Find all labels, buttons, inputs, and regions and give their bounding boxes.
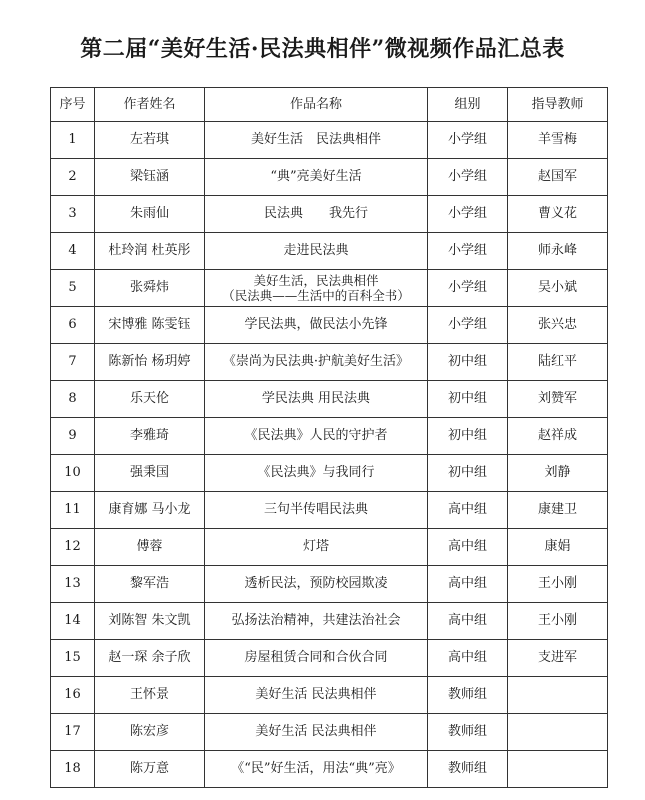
author-name: 赵一琛 余子欣 <box>95 640 205 677</box>
group-name: 教师组 <box>428 677 508 714</box>
group-name: 小学组 <box>428 122 508 159</box>
work-title-line-2: （民法典——生活中的百科全书） <box>222 288 410 303</box>
table-row <box>51 677 608 714</box>
advisor-name: 刘赞军 <box>508 381 608 418</box>
document-title: 第二届“美好生活·民法典相伴”微视频作品汇总表 <box>80 36 565 62</box>
row-number: 13 <box>51 566 95 603</box>
row-number: 5 <box>51 270 95 307</box>
table-row <box>51 122 608 159</box>
author-name: 李雅琦 <box>95 418 205 455</box>
table-header-row <box>51 88 608 122</box>
work-title: 《“民”好生活，用法“典”亮》 <box>205 751 428 788</box>
author-name: 陈万意 <box>95 751 205 788</box>
author-name: 陈新怡 杨玥婷 <box>95 344 205 381</box>
row-number: 12 <box>51 529 95 566</box>
works-summary-table <box>50 87 608 788</box>
author-name: 梁钰涵 <box>95 159 205 196</box>
work-title-line-1: 美好生活，民法典相伴 <box>253 273 379 288</box>
work-title: 《民法典》人民的守护者 <box>205 418 428 455</box>
group-name: 高中组 <box>428 492 508 529</box>
group-name: 初中组 <box>428 381 508 418</box>
row-number: 14 <box>51 603 95 640</box>
row-number: 17 <box>51 714 95 751</box>
table-row <box>51 344 608 381</box>
table-row <box>51 196 608 233</box>
author-name: 杜玲润 杜英彤 <box>95 233 205 270</box>
work-title: “典”亮美好生活 <box>205 159 428 196</box>
header-number: 序号 <box>51 88 95 122</box>
group-name: 高中组 <box>428 566 508 603</box>
table-row <box>51 603 608 640</box>
table-row <box>51 381 608 418</box>
author-name: 傅蓉 <box>95 529 205 566</box>
work-title: 学民法典，做民法小先锋 <box>205 307 428 344</box>
header-work-title: 作品名称 <box>205 88 428 122</box>
group-name: 小学组 <box>428 159 508 196</box>
row-number: 9 <box>51 418 95 455</box>
work-title: 透析民法，预防校园欺凌 <box>205 566 428 603</box>
work-title: 弘扬法治精神，共建法治社会 <box>205 603 428 640</box>
table-row <box>51 307 608 344</box>
advisor-name <box>508 677 608 714</box>
table-row <box>51 159 608 196</box>
group-name: 高中组 <box>428 603 508 640</box>
work-title: 《崇尚为民法典·护航美好生活》 <box>205 344 428 381</box>
row-number: 11 <box>51 492 95 529</box>
author-name: 刘陈智 朱文凯 <box>95 603 205 640</box>
advisor-name: 刘静 <box>508 455 608 492</box>
advisor-name: 陆红平 <box>508 344 608 381</box>
author-name: 陈宏彦 <box>95 714 205 751</box>
row-number: 6 <box>51 307 95 344</box>
table-body <box>51 122 608 788</box>
row-number: 4 <box>51 233 95 270</box>
author-name: 乐天伦 <box>95 381 205 418</box>
row-number: 3 <box>51 196 95 233</box>
work-title: 民法典 我先行 <box>205 196 428 233</box>
advisor-name: 赵国军 <box>508 159 608 196</box>
table-row <box>51 270 608 307</box>
header-advisor: 指导教师 <box>508 88 608 122</box>
work-title: 房屋租赁合同和合伙合同 <box>205 640 428 677</box>
advisor-name: 赵祥成 <box>508 418 608 455</box>
author-name: 左若琪 <box>95 122 205 159</box>
row-number: 15 <box>51 640 95 677</box>
work-title: 美好生活 民法典相伴 <box>205 122 428 159</box>
advisor-name <box>508 751 608 788</box>
advisor-name: 王小刚 <box>508 603 608 640</box>
row-number: 7 <box>51 344 95 381</box>
group-name: 高中组 <box>428 640 508 677</box>
work-title: 美好生活 民法典相伴 <box>205 714 428 751</box>
group-name: 初中组 <box>428 418 508 455</box>
advisor-name <box>508 714 608 751</box>
work-title: 学民法典 用民法典 <box>205 381 428 418</box>
group-name: 教师组 <box>428 714 508 751</box>
work-title: 美好生活 民法典相伴 <box>205 677 428 714</box>
work-title: 三句半传唱民法典 <box>205 492 428 529</box>
header-author: 作者姓名 <box>95 88 205 122</box>
work-title: 走进民法典 <box>205 233 428 270</box>
group-name: 初中组 <box>428 344 508 381</box>
table-row <box>51 418 608 455</box>
advisor-name: 康娟 <box>508 529 608 566</box>
table-row <box>51 714 608 751</box>
table-row <box>51 455 608 492</box>
advisor-name: 康建卫 <box>508 492 608 529</box>
advisor-name: 曹义花 <box>508 196 608 233</box>
author-name: 强秉国 <box>95 455 205 492</box>
author-name: 黎军浩 <box>95 566 205 603</box>
advisor-name: 吴小斌 <box>508 270 608 307</box>
author-name: 王怀景 <box>95 677 205 714</box>
group-name: 教师组 <box>428 751 508 788</box>
table-row <box>51 751 608 788</box>
advisor-name: 羊雪梅 <box>508 122 608 159</box>
row-number: 18 <box>51 751 95 788</box>
advisor-name: 张兴忠 <box>508 307 608 344</box>
advisor-name: 支进军 <box>508 640 608 677</box>
advisor-name: 王小刚 <box>508 566 608 603</box>
row-number: 1 <box>51 122 95 159</box>
author-name: 张舜炜 <box>95 270 205 307</box>
table-row <box>51 566 608 603</box>
author-name: 康育娜 马小龙 <box>95 492 205 529</box>
row-number: 16 <box>51 677 95 714</box>
author-name: 宋博雅 陈雯钰 <box>95 307 205 344</box>
group-name: 高中组 <box>428 529 508 566</box>
work-title: 《民法典》与我同行 <box>205 455 428 492</box>
row-number: 10 <box>51 455 95 492</box>
table-row <box>51 529 608 566</box>
author-name: 朱雨仙 <box>95 196 205 233</box>
table-row <box>51 233 608 270</box>
group-name: 初中组 <box>428 455 508 492</box>
row-number: 2 <box>51 159 95 196</box>
work-title: 灯塔 <box>205 529 428 566</box>
group-name: 小学组 <box>428 270 508 307</box>
group-name: 小学组 <box>428 233 508 270</box>
group-name: 小学组 <box>428 307 508 344</box>
row-number: 8 <box>51 381 95 418</box>
work-title <box>205 270 428 307</box>
header-group: 组别 <box>428 88 508 122</box>
advisor-name: 师永峰 <box>508 233 608 270</box>
table-row <box>51 640 608 677</box>
table-row <box>51 492 608 529</box>
group-name: 小学组 <box>428 196 508 233</box>
